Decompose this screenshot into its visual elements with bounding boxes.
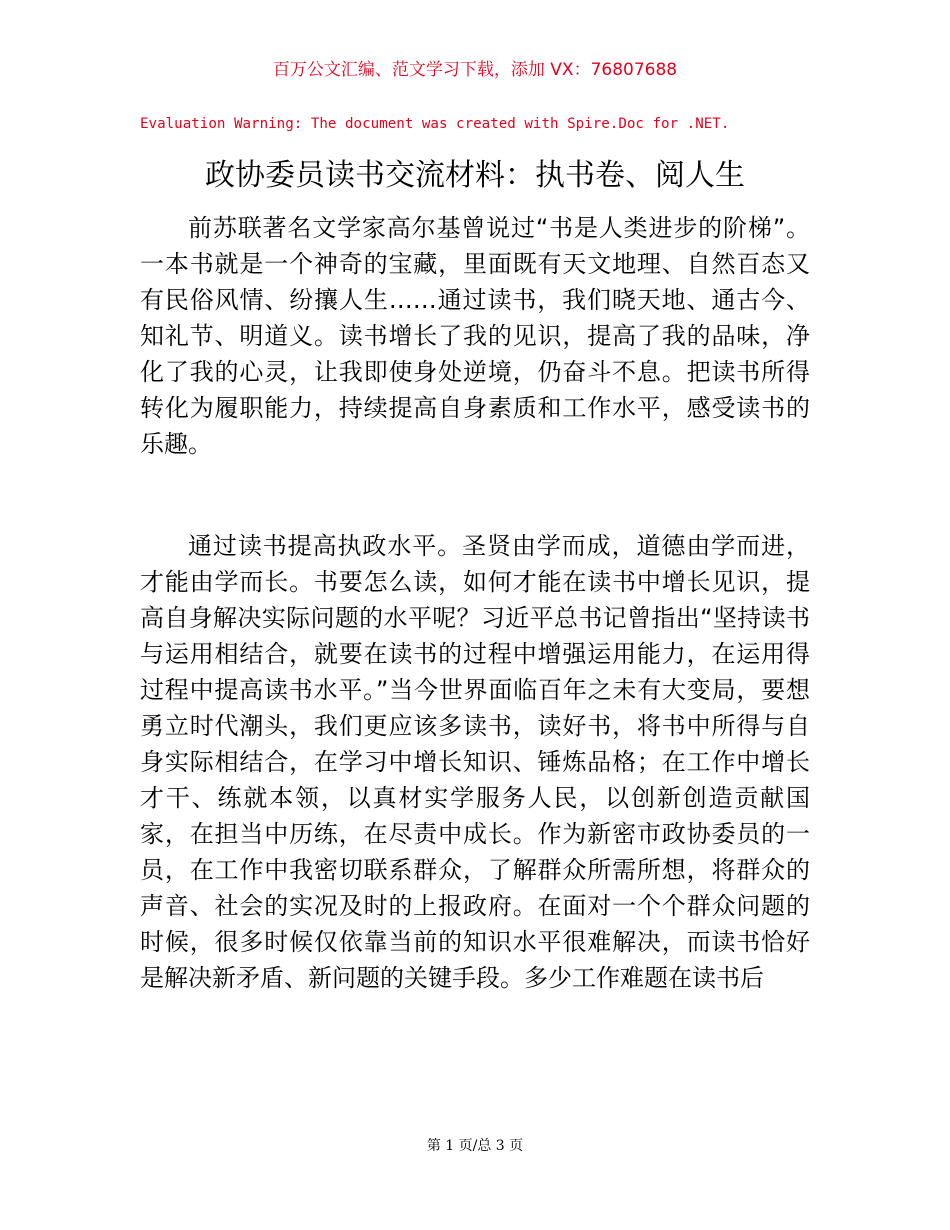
paragraph: 前苏联著名文学家高尔基曾说过“书是人类进步的阶梯”。一本书就是一个神奇的宝藏，里面既有天文地理、自然百态又有民俗风情、纷攘人生……通过读书，我们晓天地、通古今、知礼节、明道义。读书增长了我的见识，提高了我的品味，净化了我的心灵，让我即使身处逆境，仍奋斗不息。把读书所得转化为履职能力，持续提高自身素质和工作水平，感受读书的乐趣。 — [140, 214, 810, 458]
page-number: 第 1 页/总 3 页 — [426, 1138, 524, 1154]
evaluation-warning: Evaluation Warning: The document was created with Spire.Doc for .NET. — [140, 116, 730, 132]
document-title: 政协委员读书交流材料：执书卷、阅人生 — [205, 158, 745, 193]
header-ad-text: 百万公文汇编、范文学习下载，添加 VX：76807688 — [272, 60, 678, 80]
paragraph: 通过读书提高执政水平。圣贤由学而成，道德由学而进，才能由学而长。书要怎么读，如何才能在读书中增长见识，提高自身解决实际问题的水平呢？习近平总书记曾指出“坚持读书与运用相结合，就要在读书的过程中增强运用能力，在运用得过程中提高读书水平。”当今世界面临百年之未有大变局，要想勇立时代潮头，我们更应该多读书，读好书，将书中所得与自身实际相结合，在学习中增长知识、锤炼品格；在工作中增长才干、练就本领，以真材实学服务人民，以创新创造贡献国家，在担当中历练，在尽责中成长。作为新密市政协委员的一员，在工作中我密切联系群众，了解群众所需所想，将群众的声音、社会的实况及时的上报政府。在面对一个个群众问题的时候，很多时候仅依靠当前的知识水平很难解决，而读书恰好是解决新矛盾、新问题的关键手段。多少工作难题在读书后 — [140, 532, 810, 992]
